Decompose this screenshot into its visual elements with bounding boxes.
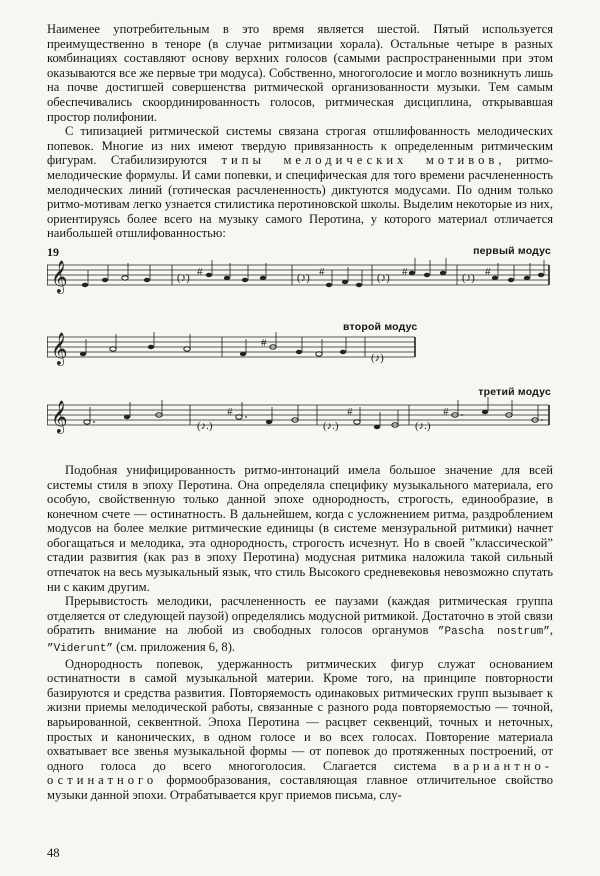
svg-text:(♪): (♪) (377, 271, 390, 284)
spaced-emphasis: вариантно-остинатного (47, 758, 553, 788)
svg-text:#: # (197, 265, 203, 278)
example-number: 19 (47, 244, 59, 259)
music-example (47, 245, 553, 457)
svg-text:(♪): (♪) (462, 271, 475, 284)
paragraph-2: С типизацией ритмической системы связана строгая отшлифованность мелодических попевок. Многие из них имеют твердую привязанность к определенным ритмическим фигурам. Стабилизируются типы мелодических мотивов, ритмо-мелодические формулы. И сами попевки, и специфическая для того времени расчлененность мелодических линий (готическая расчлененность) диктуются модусами. По одним только ритмо-мотивам легко узнается стилистика перотиновской школы. Выделим некоторые из них, ориентируясь более всего на музыку самого Перотина, у которого материал отличается наибольшей отшлифованностью: (47, 124, 553, 241)
svg-text:(♪.): (♪.) (197, 419, 213, 432)
staff-2 (47, 337, 415, 357)
svg-text:#: # (319, 265, 325, 278)
treble-clef-icon: 𝄞 (51, 399, 68, 433)
svg-text:(♪): (♪) (177, 271, 190, 284)
mode-label-first: первый модус (473, 244, 551, 257)
paragraph-5: Однородность попевок, удержанность ритмических фигур служат основанием остинатности в самой музыкальной материи. Кроме того, на принципе повторности базируются и средства развития. Повторяемость одинаковых ритмических групп вызывает к жизни приемы мелодической работы, связанные с разного рода повторяемостью — точной, варьированной, секвентной. Эпоха Перотина — расцвет секвенций, точных и неточных, простых и канонических, в одном голосе и во всех голосах. Повторение материала охватывает все звенья музыкальной формы — от попевок до протяженных построений, от одного голоса до всего многоголосия. Слагается система вариантно-остинатного формообразования, составляющая главное отличительное свойство музыки данной эпохи. Отрабатывается круг приемов письма, слу- (47, 656, 553, 802)
svg-text:#: # (227, 405, 233, 418)
svg-text:#: # (443, 405, 449, 418)
svg-text:(♪): (♪) (371, 351, 384, 364)
paragraph-3: Подобная унифицированность ритмо-интонаций имела большое значение для всей системы стиля в эпоху Перотина. Она определяла специфику музыкального материала, его особую, свойственную только данной эпохе однородность, строгость, единообразие, в конечном счете — остинатность. В дальнейшем, когда с усложнением ритма, раздроблением модусов на более мелкие ритмические единицы (в системе мензуральной ритмики) начнет обогащаться и мелодика, эта однородность, строгость исчезнут. Но в своей ”классической” стадии развития (как раз в эпоху Перотина) модусная ритмика наложила такой сильный отпечаток на весь музыкальный язык, что стиль Высокого средневековья невозможно спутать ни с каким другим. (47, 462, 553, 594)
svg-text:#: # (347, 405, 353, 418)
mode-label-third: третий модус (478, 385, 551, 398)
staff-3-notes (84, 397, 543, 432)
page-number: 48 (47, 846, 60, 860)
mode-label-second: второй модус (343, 320, 418, 333)
music-notation (47, 245, 553, 457)
title-viderunt: ”Viderunt” (47, 643, 114, 656)
paragraph-4: Прерывистость мелодики, расчлененность ее паузами (каждая ритмическая группа отделяется от следующей паузой) определялись модусной ритмикой. Достаточно в этой связи обратить внимание на любой из свободных голосов органумов ”Pascha nostrum”, ”Viderunt” (см. приложения 6, 8). (47, 594, 553, 656)
treble-clef-icon: 𝄞 (51, 331, 68, 365)
page-body (47, 22, 553, 803)
title-pascha-nostrum: ”Pascha nostrum” (437, 626, 550, 639)
svg-text:#: # (485, 265, 491, 278)
treble-clef-icon: 𝄞 (51, 259, 68, 293)
svg-text:(♪): (♪) (297, 271, 310, 284)
staff-1-notes (82, 258, 544, 287)
svg-text:#: # (261, 336, 267, 349)
spaced-emphasis: типы мелодических мотивов (221, 153, 499, 168)
paragraph-1: Наименее употребительным в это время является шестой. Пятый используется преимущественно в теноре (в случае ритмизации хорала). Остальные четыре в разных комбинациях составляют основу верхних голосов (самыми распространенными при этом оказываются все же первые три модуса). Собственно, многоголосие и могло возникнуть лишь на почве достигшей совершенства ритмической организованности музыки. Тем самым обеспечивались скоординированность голосов, ритмическая дисциплина, открывавшая простор полифонии. (47, 22, 553, 124)
svg-text:(♪.): (♪.) (323, 419, 339, 432)
svg-text:(♪.): (♪.) (415, 419, 431, 432)
svg-text:#: # (402, 265, 408, 278)
